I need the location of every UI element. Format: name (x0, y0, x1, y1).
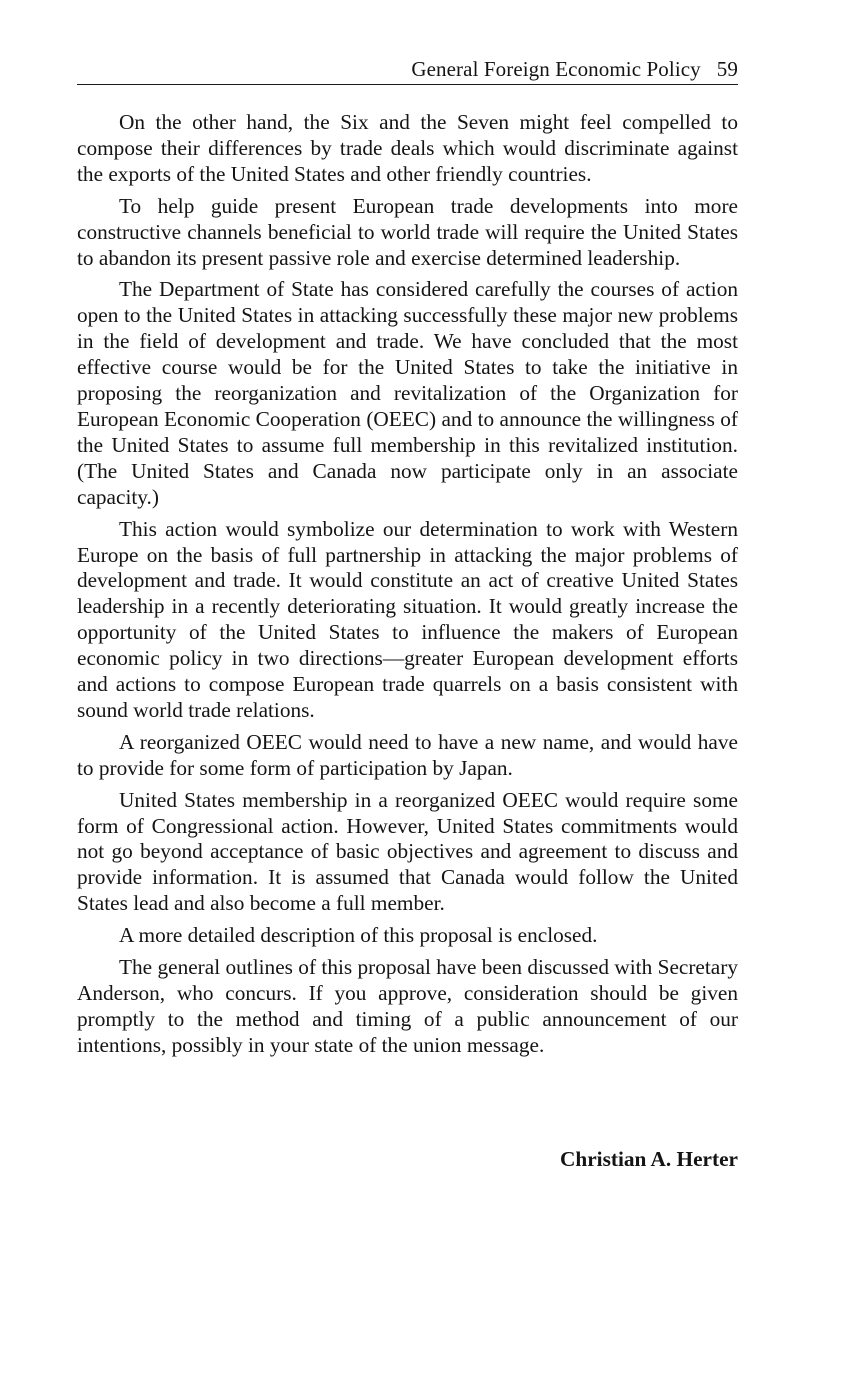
body-text (77, 110, 738, 1065)
paragraph: This action would symbolize our determination to work with Western Europe on the basis of full partnership in attacking the major problems of development and trade. It would constitute an act of creative United States leadership in a recently deteriorating situation. It would greatly increase the opportunity of the United States to influence the makers of European economic policy in two directions—greater European development efforts and actions to compose European trade quarrels on a basis consistent with sound world trade relations. (77, 516, 738, 722)
paragraph: A reorganized OEEC would need to have a new name, and would have to provide for some form of participation by Japan. (77, 729, 738, 780)
paragraph: The Department of State has considered carefully the courses of action open to the United States in attacking successfully these major new problems in the field of development and trade. We have concluded that the most effective course would be for the United States to take the initiative in proposing the reorganization and revitalization of the Organization for European Economic Cooperation (OEEC) and to announce the willingness of the United States to assume full membership in this revitalized institution. (The United States and Canada now participate only in an associate capacity.) (77, 277, 738, 509)
paragraph: United States membership in a reorganized OEEC would require some form of Congressional action. However, United States commitments would not go beyond acceptance of basic objectives and agreement to discuss and provide information. It is assumed that Canada would follow the United States lead and also become a full member. (77, 787, 738, 916)
page-number: 59 (716, 57, 738, 81)
signature: Christian A. Herter (559, 1147, 738, 1171)
paragraph: To help guide present European trade developments into more constructive channels beneficial to world trade will require the United States to abandon its present passive role and exercise determined leadership. (77, 193, 738, 270)
paragraph: A more detailed description of this proposal is enclosed. (119, 923, 598, 948)
running-title: General Foreign Economic Policy (411, 57, 701, 81)
running-head (77, 56, 738, 85)
paragraph: On the other hand, the Six and the Seven might feel compelled to compose their differences by trade deals which would discriminate against the exports of the United States and other friendly countries. (77, 110, 738, 186)
paragraph: The general outlines of this proposal have been discussed with Secretary Anderson, who concurs. If you approve, consideration should be given promptly to the method and timing of a public announcement of our intentions, possibly in your state of the union message. (77, 955, 738, 1057)
